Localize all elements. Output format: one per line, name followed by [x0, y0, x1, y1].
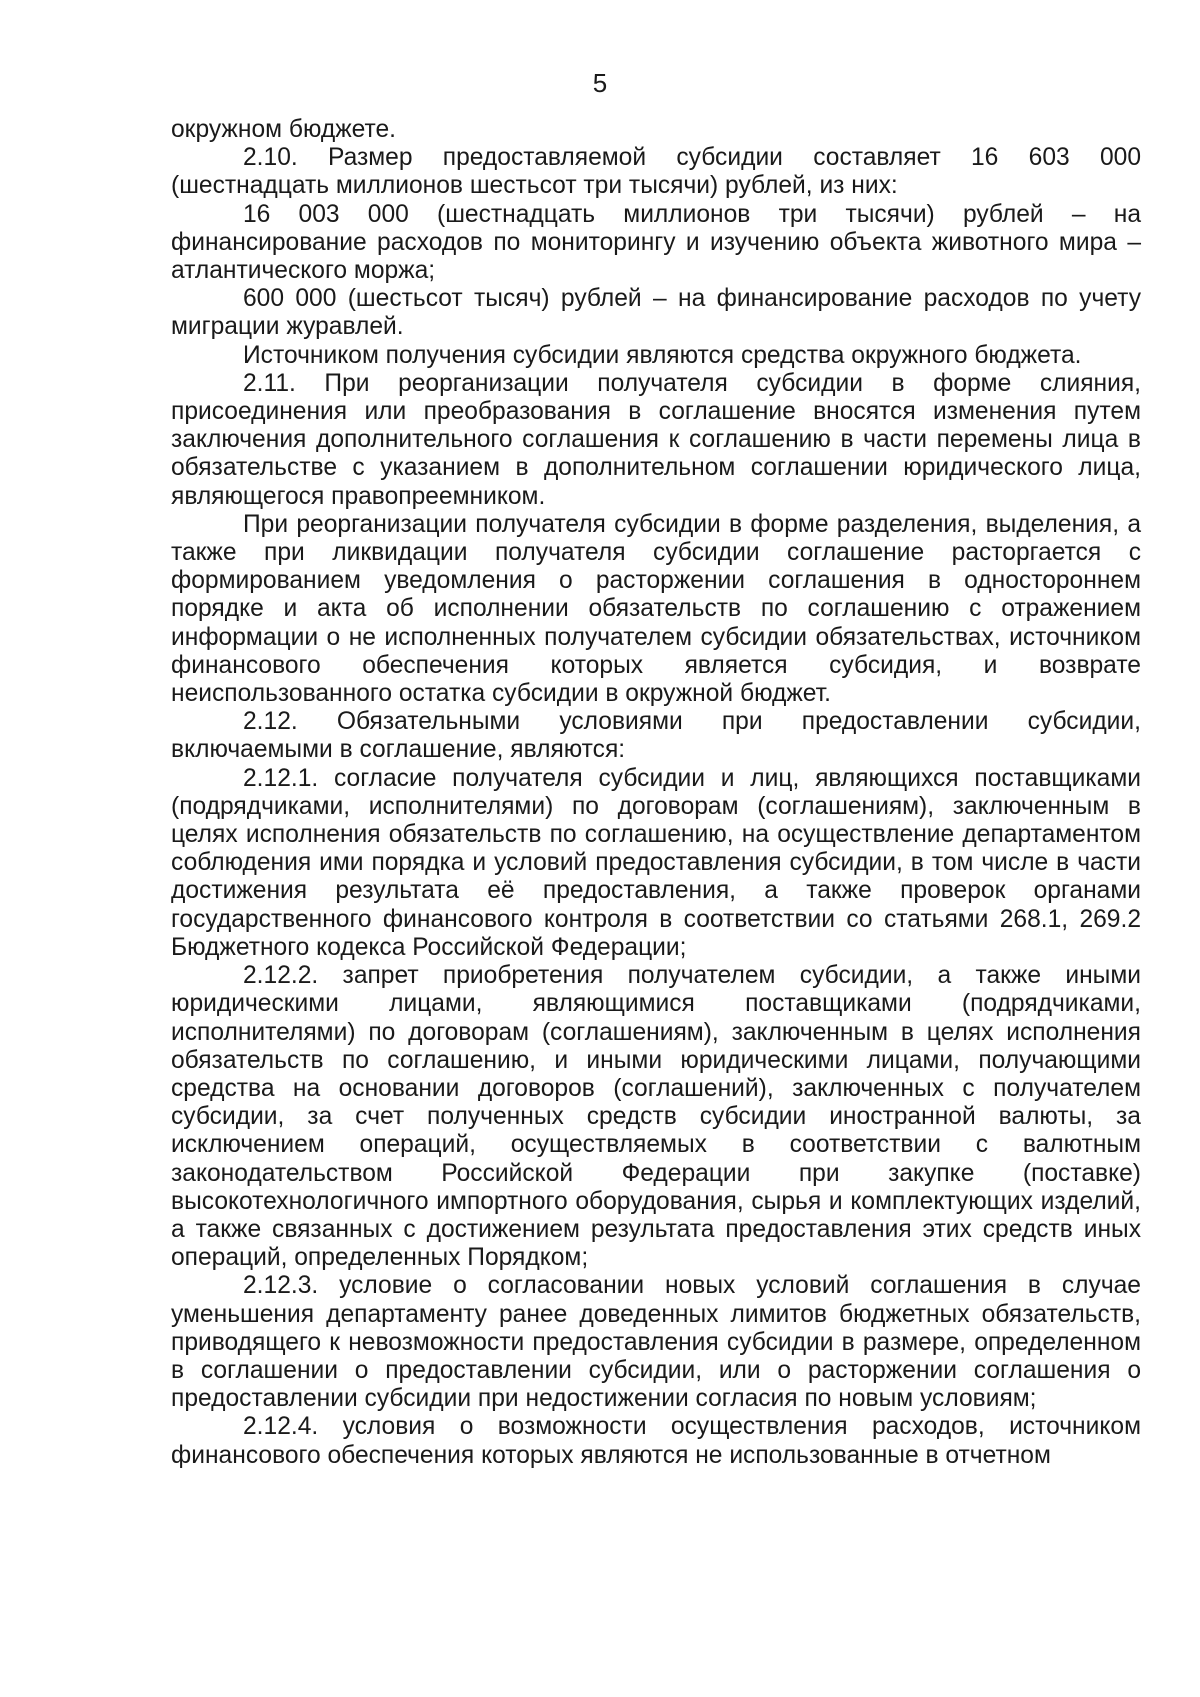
paragraph-continuation: окружном бюджете. — [171, 116, 397, 143]
paragraph-2-12: 2.12. Обязательными условиями при предоставлении субсидии, включаемыми в соглашение, являются: — [171, 708, 1141, 764]
paragraph-walrus-funding: 16 003 000 (шестнадцать миллионов три тысячи) рублей – на финансирование расходов по мониторингу и изучению объекта животного мира – атлантического моржа; — [171, 200, 1141, 285]
paragraph-2-12-4: 2.12.4. условия о возможности осуществления расходов, источником финансового обеспечения которых являются не использованные в отчетном — [171, 1413, 1141, 1469]
paragraph-2-12-1: 2.12.1. согласие получателя субсидии и лиц, являющихся поставщиками (подрядчиками, исполнителями) по договорам (соглашениям), заключенным в целях исполнения обязательств по соглашению, на осуществление департаментом соблюдения ими порядка и условий предоставления субсидии, в том числе в части достижения результата её предоставления, а также проверок органами государственного финансового контроля в соответствии со статьями 268.1, 269.2 Бюджетного кодекса Российской Федерации; — [171, 764, 1141, 961]
paragraph-2-11: 2.11. При реорганизации получателя субсидии в форме слияния, присоединения или преобразования в соглашение вносятся изменения путем заключения дополнительного соглашения к соглашению в части перемены лица в обязательстве с указанием в дополнительном соглашении юридического лица, являющегося правопреемником. — [171, 369, 1141, 510]
page-number: 5 — [592, 68, 608, 98]
paragraph-2-12-3: 2.12.3. условие о согласовании новых условий соглашения в случае уменьшения департаменту ранее доведенных лимитов бюджетных обязательств, приводящего к невозможности предоставления субсидии в размере, определенном в соглашении о предоставлении субсидии, или о расторжении соглашения о предоставлении субсидии при недостижении согласия по новым условиям; — [171, 1272, 1141, 1413]
paragraph-2-10: 2.10. Размер предоставляемой субсидии составляет 16 603 000 (шестнадцать миллионов шестьсот три тысячи) рублей, из них: — [171, 144, 1141, 200]
paragraph-2-12-2: 2.12.2. запрет приобретения получателем субсидии, а также иными юридическими лицами, являющимися поставщиками (подрядчиками, исполнителями) по договорам (соглашениям), заключенным в целях исполнения обязательств по соглашению, и иными юридическими лицами, получающими средства на основании договоров (соглашений), заключенных с получателем субсидии, за счет полученных средств субсидии иностранной валюты, за исключением операций, осуществляемых в соответствии с валютным законодательством Российской Федерации при закупке (поставке) высокотехнологичного импортного оборудования, сырья и комплектующих изделий, а также связанных с достижением результата предоставления этих средств иных операций, определенных Порядком; — [171, 962, 1141, 1272]
paragraph-crane-funding: 600 000 (шестьсот тысяч) рублей – на финансирование расходов по учету миграции журавлей. — [171, 285, 1141, 341]
paragraph-funding-source: Источником получения субсидии являются средства окружного бюджета. — [243, 341, 1082, 369]
document-body — [171, 116, 1141, 1470]
paragraph-reorganization-termination: При реорганизации получателя субсидии в форме разделения, выделения, а также при ликвидации получателя субсидии соглашение расторгается с формированием уведомления о расторжении соглашения в одностороннем порядке и акта об исполнении обязательств по соглашению с отражением информации о не исполненных получателем субсидии обязательствах, источником финансового обеспечения которых является субсидия, и возврате неиспользованного остатка субсидии в окружной бюджет. — [171, 510, 1141, 708]
